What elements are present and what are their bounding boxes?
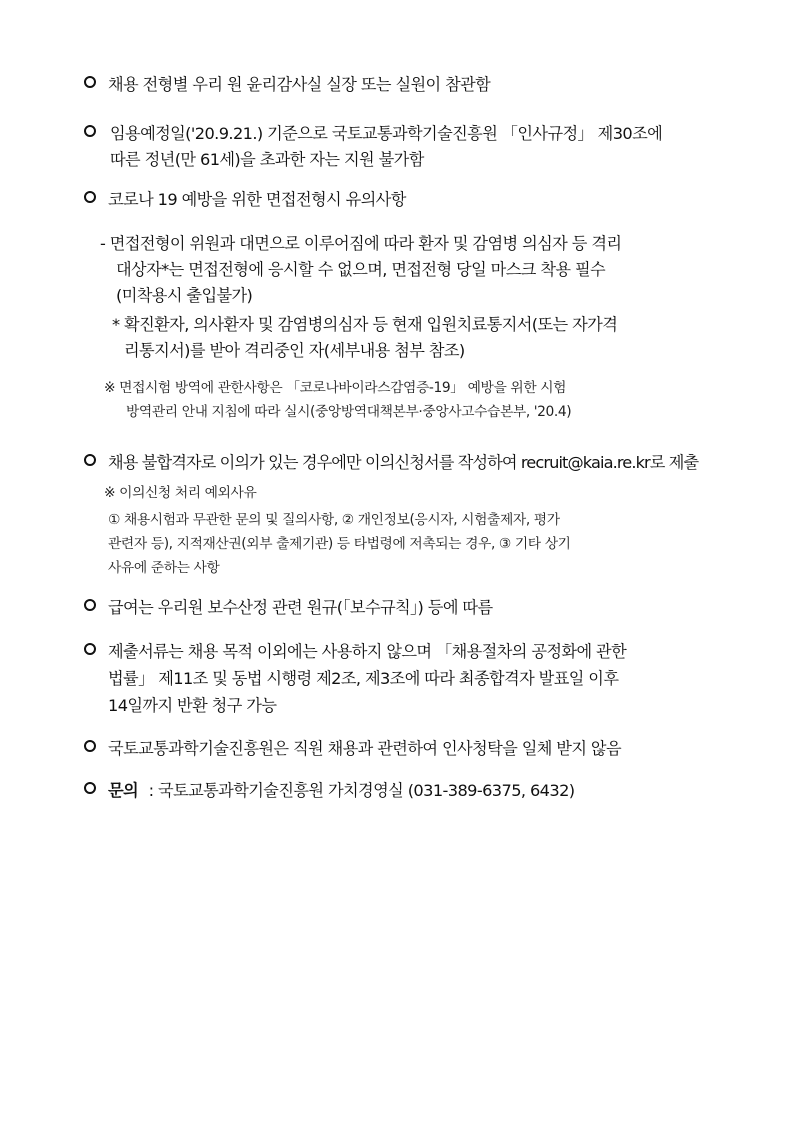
item-no-solicitation: 국토교통과학기술진흥원은 직원 채용과 관련하여 인사청탁을 일체 받지 않음 xyxy=(108,739,622,758)
item-salary: 급여는 우리원 보수산정 관련 원규(「보수규칙」) 등에 따름 xyxy=(108,598,493,617)
appeal-note-line-1: ① 채용시험과 무관한 문의 및 질의사항, ② 개인정보(응시자, 시험출제자, 평가 xyxy=(108,512,560,528)
bullet-icon xyxy=(84,454,96,466)
bullet-icon xyxy=(84,740,96,752)
bullet-icon xyxy=(84,76,96,88)
covid-dash-line-2: 대상자*는 면접전형에 응시할 수 없으며, 면접전형 당일 마스크 착용 필수 xyxy=(116,260,606,279)
item-retirement-line-2: 따른 정년(만 61세)을 초과한 자는 지원 불가함 xyxy=(110,150,424,169)
contact-text: : 국토교통과학기술진흥원 가치경영실 (031-389-6375, 6432) xyxy=(148,781,575,800)
contact-label: 문의 xyxy=(108,781,139,800)
bullet-icon xyxy=(84,643,96,655)
appeal-note-title: ※ 이의신청 처리 예외사유 xyxy=(104,485,257,501)
covid-star-line-1: * 확진환자, 의사환자 및 감염병의심자 등 현재 입원치료통지서(또는 자가격 xyxy=(112,315,618,334)
appeal-note-line-2: 관련자 등), 지적재산권(외부 출제기관) 등 타법령에 저촉되는 경우, ③ 기타 상기 xyxy=(108,536,571,552)
item-ethics-audit: 채용 전형별 우리 원 윤리감사실 실장 또는 실원이 참관함 xyxy=(108,75,491,94)
contact-line xyxy=(108,777,575,801)
bullet-icon xyxy=(84,191,96,203)
covid-dash-line-3: (미착용시 출입불가) xyxy=(116,286,253,305)
item-documents-line-1: 제출서류는 채용 목적 이외에는 사용하지 않으며 「채용절차의 공정화에 관한 xyxy=(108,642,627,661)
bullet-icon xyxy=(84,782,96,794)
covid-note-line-2: 방역관리 안내 지침에 따라 실시(중앙방역대책본부·중앙사고수습본부, '20.4) xyxy=(126,404,572,420)
covid-note-line-1: ※ 면접시험 방역에 관한사항은 「코로나바이라스감염증-19」 예방을 위한 시험 xyxy=(104,380,567,396)
bullet-icon xyxy=(84,125,96,137)
item-documents-line-3: 14일까지 반환 청구 가능 xyxy=(108,696,277,715)
item-covid-title: 코로나 19 예방을 위한 면접전형시 유의사항 xyxy=(108,190,406,209)
item-appeal: 채용 불합격자로 이의가 있는 경우에만 이의신청서를 작성하여 recruit@kaia.re.kr로 제출 xyxy=(108,453,699,472)
item-documents-line-2: 법률」 제11조 및 동법 시행령 제2조, 제3조에 따라 최종합격자 발표일 이후 xyxy=(108,669,619,688)
item-retirement-line-1: 임용예정일('20.9.21.) 기준으로 국토교통과학기술진흥원 「인사규정」 제30조에 xyxy=(110,124,663,143)
covid-star-line-2: 리통지서)를 받아 격리중인 자(세부내용 첨부 참조) xyxy=(124,341,465,360)
appeal-note-line-3: 사유에 준하는 사항 xyxy=(108,560,220,576)
bullet-icon xyxy=(84,599,96,611)
covid-dash-line-1: - 면접전형이 위원과 대면으로 이루어짐에 따라 환자 및 감염병 의심자 등 격리 xyxy=(100,234,622,253)
